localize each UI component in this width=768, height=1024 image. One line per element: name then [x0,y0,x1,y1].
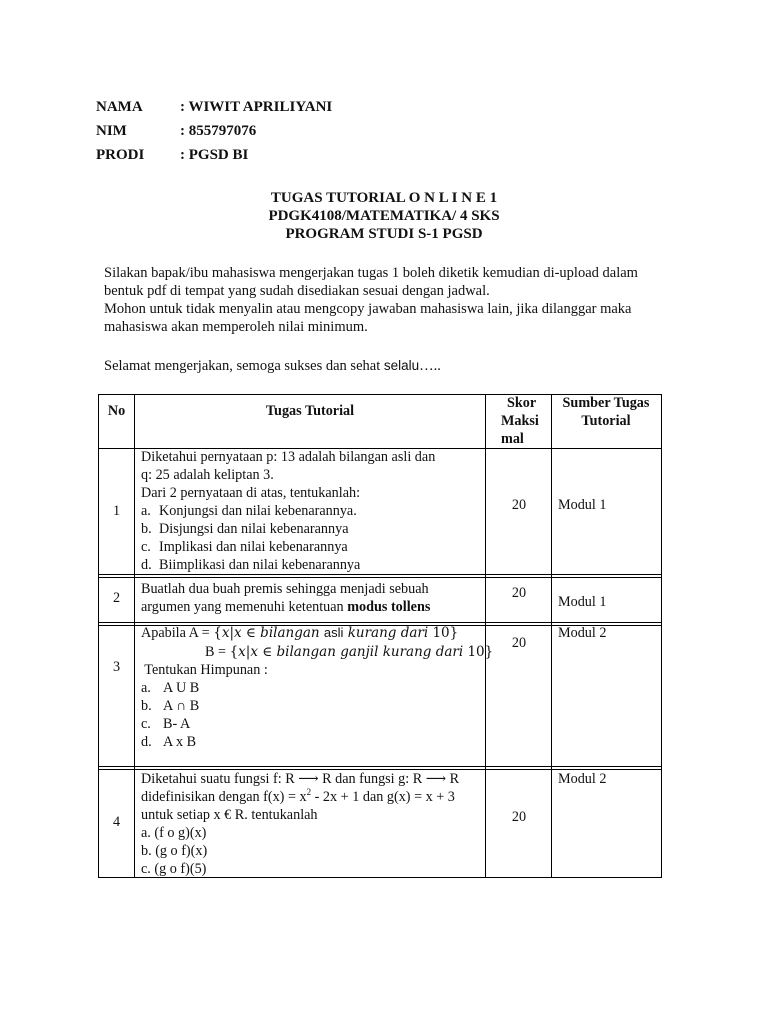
row4-skor: 20 [511,809,527,825]
header-skor-line1: Skor [507,395,537,411]
row1-item-a: Konjungsi dan nilai kebenarannya. [159,503,357,519]
intro-p2-line1: Mohon untuk tidak menyalin atau mengcopy jawaban mahasiswa lain, jika dilanggar maka [104,301,632,317]
row1-item-a-marker: a. [141,503,151,519]
row3-a-prefix: Apabila A = [141,625,214,641]
row1-item-c: Implikasi dan nilai kebenarannya [159,539,348,555]
header-sumber-line2: Tutorial [581,413,631,429]
title-line-2: PDGK4108/MATEMATIKA/ 4 SKS [268,208,500,224]
row3-item-b-marker: b. [141,698,152,714]
row3-item-a-marker: a. [141,680,151,696]
header-sumber-line1: Sumber Tugas [562,395,650,411]
row3-item-a: A U B [163,680,200,696]
col-divider [134,394,135,878]
row1-item-b-marker: b. [141,521,152,537]
header-tugas: Tugas Tutorial [265,403,355,419]
header-no: No [107,403,126,419]
row-divider [98,622,661,623]
row4-line4: a. (f o g)(x) [141,825,207,841]
row1-item-d-marker: d. [141,557,152,573]
row3-item-d: A x B [163,734,197,750]
row3-set-a [141,624,458,642]
row2-line2 [141,598,430,616]
prodi-label: PRODI [96,147,145,163]
row1-skor: 20 [511,497,527,513]
row-divider [98,766,661,767]
row3-a-asli: asli [323,625,344,640]
row3-a-body: x|x ∈ bilangan [221,625,324,641]
title-line-3: PROGRAM STUDI S-1 PGSD [285,226,483,242]
row3-a-close: } [449,625,459,641]
closing-dots: ….. [419,358,441,374]
header-skor-line2: Maksi [501,413,539,429]
row4-line2 [141,788,455,806]
row4-line5: b. (g o f)(x) [141,843,208,859]
row2-line1: Buatlah dua buah premis sehingga menjadi sebuah [141,581,429,597]
row1-line3: Dari 2 pernyataan di atas, tentukanlah: [141,485,361,501]
nim-value: : 855797076 [180,123,257,139]
row3-item-c: B- A [163,716,191,732]
header-skor [486,394,552,412]
row1-item-d: Biimplikasi dan nilai kebenarannya [159,557,361,573]
row3-skor: 20 [511,635,527,651]
row3-b-body: x|x ∈ bilangan ganjil kurang dari [238,644,468,660]
row2-line2-text: argumen yang memenuhi ketentuan [141,599,348,615]
row4-no: 4 [112,814,121,830]
row3-item-d-marker: d. [141,734,152,750]
row4-sumber: Modul 2 [558,771,607,787]
row4-line1: Diketahui suatu fungsi f: R ⟶ R dan fungsi g: R ⟶ R [141,771,460,787]
row1-item-b: Disjungsi dan nilai kebenarannya [159,521,349,537]
row4-line2-b: - 2x + 1 dan g(x) = x + 3 [311,789,455,805]
row4-line6: c. (g o f)(5) [141,861,207,877]
row3-item-c-marker: c. [141,716,151,732]
row3-no: 3 [112,659,121,675]
row1-no: 1 [112,503,121,519]
title-line-1: TUGAS TUTORIAL O N L I N E 1 [270,190,498,206]
row3-set-b [205,643,493,661]
row4-line3: untuk setiap x € R. tentukanlah [141,807,318,823]
row3-a-rest: kurang dari [343,625,433,641]
nama-value: : WIWIT APRILIYANI [180,99,333,115]
row1-item-c-marker: c. [141,539,151,555]
row2-no: 2 [112,590,121,606]
row2-modus-tollens: modus tollens [347,599,431,615]
row4-line2-a: didefinisikan dengan f(x) = x [141,789,307,805]
closing-word: selalu [383,358,420,373]
row3-a-open: { [213,625,222,641]
header-skor-line3: mal [501,431,524,447]
row3-item-b: A ∩ B [163,698,200,714]
row1-line2: q: 25 adalah keliptan 3. [141,467,274,483]
intro-p1-line2: bentuk pdf di tempat yang sudah disediakan sesuai dengan jadwal. [104,283,490,299]
row4-line2-sup: 2 [306,787,312,797]
row-divider [98,577,661,578]
row-divider [98,574,661,575]
intro-p1-line1: Silakan bapak/ibu mahasiswa mengerjakan tugas 1 boleh diketik kemudian di-upload dalam [104,265,638,281]
row3-b-prefix: B = [205,644,230,660]
row2-skor: 20 [511,585,527,601]
row1-line1: Diketahui pernyataan p: 13 adalah bilangan asli dan [141,449,436,465]
nim-label: NIM [96,123,127,139]
intro-closing [104,357,684,375]
row3-a-num: 10 [432,625,450,641]
row3-instruction: Tentukan Himpunan : [141,662,268,678]
row2-sumber: Modul 1 [558,594,607,610]
closing-text: Selamat mengerjakan, semoga sukses dan sehat [104,358,384,374]
nama-label: NAMA [96,99,143,115]
row3-b-close: } [484,644,494,660]
row1-sumber: Modul 1 [558,497,607,513]
row3-b-open: { [229,644,239,660]
row3-b-num: 10 [467,644,485,660]
intro-p2-line2: mahasiswa akan memperoleh nilai minimum. [104,319,368,335]
row3-sumber: Modul 2 [558,625,607,641]
prodi-value: : PGSD BI [180,147,249,163]
